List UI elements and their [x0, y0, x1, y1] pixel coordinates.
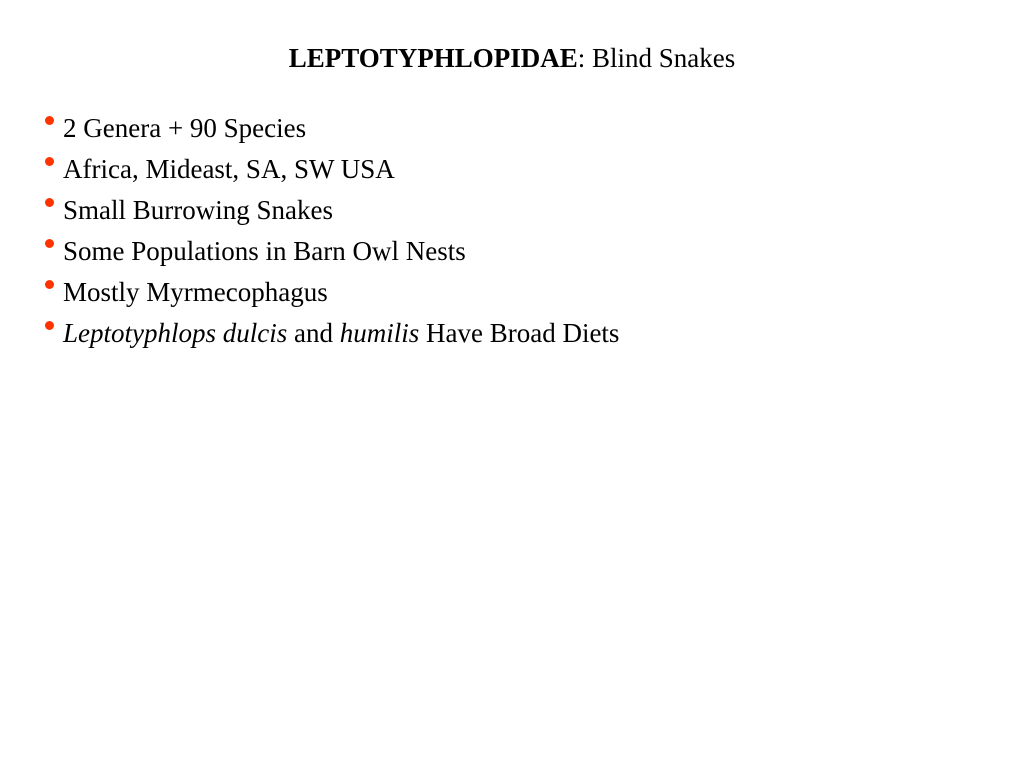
bullet-text-connector: and [287, 318, 340, 348]
slide-title [0, 38, 1024, 78]
bullet-dot-icon [45, 321, 54, 330]
bullet-dot-icon [45, 116, 54, 125]
bullet-item [45, 313, 619, 354]
bullet-text: Some Populations in Barn Owl Nests [63, 236, 466, 266]
bullet-dot-icon [45, 198, 54, 207]
bullet-dot-icon [45, 280, 54, 289]
bullet-item [45, 272, 619, 313]
bullet-item [45, 231, 619, 272]
bullet-text: Mostly Myrmecophagus [63, 277, 328, 307]
species-name-humilis: humilis [339, 318, 420, 348]
title-family-name: LEPTOTYPHLOPIDAE [288, 43, 578, 73]
bullet-text: 2 Genera + 90 Species [63, 113, 307, 143]
bullet-text: Africa, Mideast, SA, SW USA [63, 154, 395, 184]
bullet-item [45, 108, 619, 149]
species-name-dulcis: Leptotyphlops dulcis [63, 318, 288, 348]
bullet-list [45, 108, 619, 354]
title-common-name: : Blind Snakes [577, 43, 736, 73]
bullet-text-ending: Have Broad Diets [419, 318, 620, 348]
bullet-item [45, 190, 619, 231]
bullet-dot-icon [45, 239, 54, 248]
bullet-dot-icon [45, 157, 54, 166]
bullet-item [45, 149, 619, 190]
bullet-text: Small Burrowing Snakes [63, 195, 333, 225]
